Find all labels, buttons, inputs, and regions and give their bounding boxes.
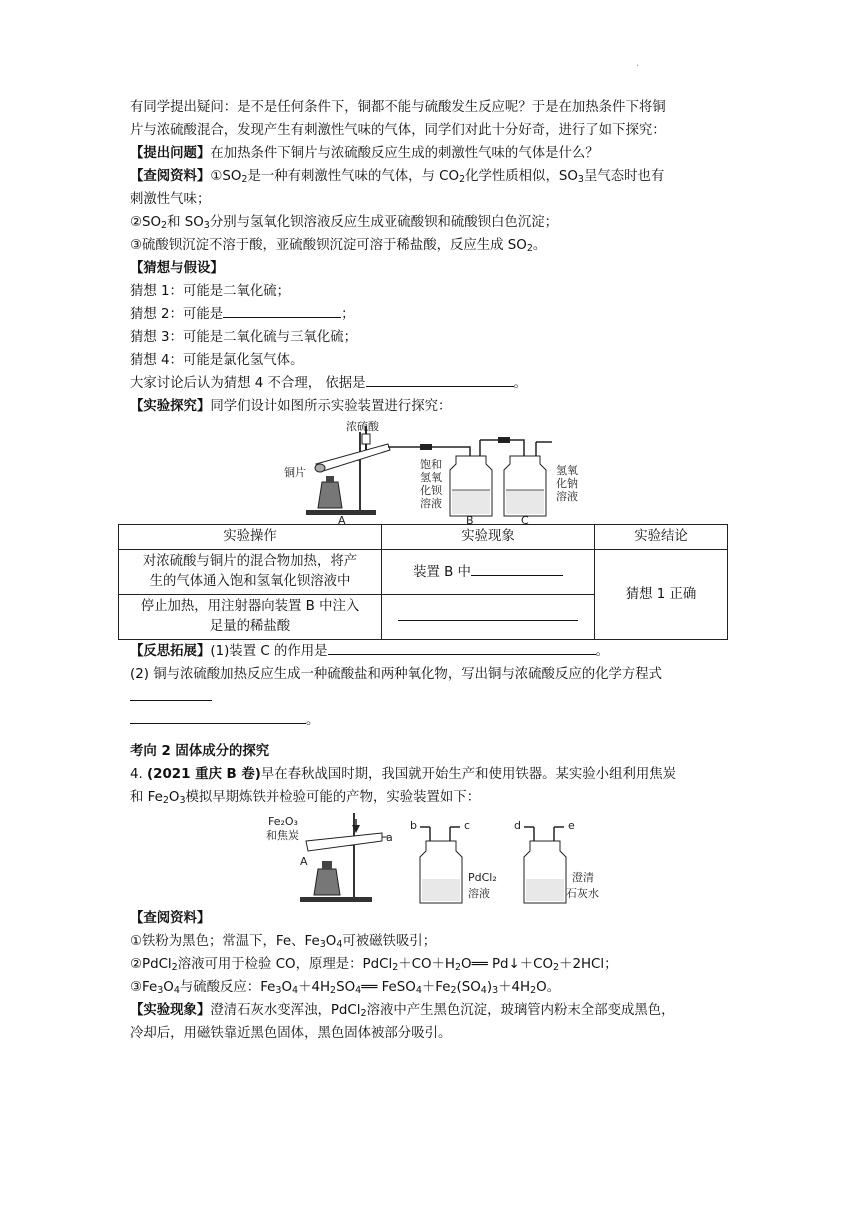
label-acid: 浓硫酸 [346,420,379,433]
reflection-line-3 [130,686,750,709]
subscript: 3 [203,220,210,231]
label-a-port: a [386,831,393,844]
subscript: 2 [530,985,537,996]
reference-line-3 [130,234,750,257]
answer-blank-phenomenon-1[interactable] [471,561,563,576]
r2-text: ＋CO＋H [398,957,455,972]
table-cell [119,595,382,640]
hypothesis-4: 猜想 4：可能是氯化氢气体。 [130,353,304,368]
question-line [130,142,750,165]
table-cell [382,595,595,640]
cell-text: 装置 B 中 [413,565,471,580]
table-row [119,550,728,595]
hypothesis-3: 猜想 3：可能是二氧化硫与三氧化硫； [130,330,358,345]
section-heading: 考向 2 固体成分的探究 [130,744,270,759]
r2-text: 与硫酸反应：Fe [179,980,276,995]
q4-text: 模拟早期炼铁并检验可能的产物，实验装置如下： [185,790,481,805]
subscript: 2 [454,962,462,973]
experiment-line [130,395,750,418]
phenomenon-text: 澄清石灰水变浑浊，PdCl [210,1003,361,1018]
table-cell [119,550,382,595]
reflection-line-4 [130,709,750,732]
label-a: A [300,855,308,868]
experiment-label: 【实验探究】 [130,399,211,414]
label-c-1: 氢氧 [556,464,578,477]
subscript: 4 [336,939,343,950]
q4-text: 和 Fe [130,790,163,805]
apparatus-diagram-1 [280,420,600,524]
r2-text: O [325,934,337,949]
ref2-text: ②SO [130,215,162,230]
r2-text: ③Fe [130,980,158,995]
r2-text: ①铁粉为黑色；常温下，Fe、Fe [130,934,320,949]
apparatus-diagram-2 [260,811,620,907]
label-b: B [466,514,474,524]
table-header: 实验操作 [119,525,382,550]
r2-text: O [163,980,174,995]
reference-line-2 [130,211,750,234]
reference-line-1b: 刺激性气味； [130,192,211,207]
reference-label: 【查阅资料】 [130,169,211,184]
phenomenon-line-1 [130,999,750,1022]
ref3-text: 。 [532,238,547,253]
ref1-text: ①SO [210,169,242,184]
subscript: 2 [526,243,533,254]
label-b-1: 饱和 [420,458,442,471]
table-header: 实验结论 [595,525,728,550]
label-b-3: 化钡 [420,484,442,497]
reference-2-label: 【查阅资料】 [130,911,211,926]
r2-text: (SO [456,980,481,995]
subscript: 2 [392,962,399,973]
cell-line: 停止加热，用注射器向装置 B 中注入 [140,599,360,614]
hypothesis-2 [130,303,750,326]
ref1-text: 呈气态时也有 [583,169,665,184]
label-a: A [338,514,346,524]
reflection-end: 。 [595,644,609,659]
r2-text: ══ FeSO [361,980,416,995]
subscript: 4 [173,985,180,996]
q4-number: 4. [130,767,148,782]
ref2-text: 和 SO [167,215,204,230]
ref3-text: ③硫酸钡沉淀不溶于酸，亚硫酸钡沉淀可溶于稀盐酸，反应生成 SO [130,238,527,253]
hyp2-text: 猜想 2：可能是 [130,307,224,322]
reference-2-line-3 [130,976,750,999]
subscript: 2 [162,795,169,806]
ref2-text: 分别与氢氧化钡溶液反应生成亚硫酸钡和硫酸钡白色沉淀； [209,215,558,230]
q4-text: O [168,790,180,805]
label-b-port: b [410,819,417,832]
answer-blank-device-c[interactable] [328,640,596,655]
subscript: 3 [179,795,186,806]
discussion-end: 。 [513,376,527,391]
experiment-table [118,524,728,640]
label-coke: 和焦炭 [266,829,299,842]
answer-blank-phenomenon-2[interactable] [398,606,578,621]
ref1-text: 化学性质相似，SO [465,169,578,184]
reference-2-line-1 [130,930,750,953]
subscript: 2 [171,962,178,973]
r2-text: ) [486,980,493,995]
subscript: 4 [292,985,299,996]
subscript: 2 [360,1008,367,1019]
subscript: 3 [492,985,499,996]
label-c-port: c [464,819,471,832]
subscript: 2 [330,985,337,996]
cell-line: 足量的稀盐酸 [209,619,291,634]
answer-blank-hypothesis-2[interactable] [223,303,341,318]
r2-text: ＋2HCl； [559,957,618,972]
subscript: 4 [480,985,487,996]
intro-line-1: 有同学提出疑问：是不是任何条件下，铜都不能与硫酸发生反应呢？于是在加热条件下将铜 [130,100,666,115]
label-solution: 溶液 [468,887,490,900]
phenomenon-text: 溶液中产生黑色沉淀，玻璃管内粉末全部变成黑色， [366,1003,675,1018]
r2-text: O══ Pd↓＋CO [461,957,554,972]
label-pdcl2: PdCl₂ [468,871,497,884]
reflection-line-2: (2) 铜与浓硫酸加热反应生成一种硫酸盐和两种氧化物，写出铜与浓硫酸反应的化学方程式 [130,667,663,682]
label-c-3: 溶液 [556,490,578,503]
reference-2-line-2 [130,953,750,976]
subscript: 4 [415,985,422,996]
discussion-text: 大家讨论后认为猜想 4 不合理， 依据是 [130,376,366,391]
intro-line-2: 片与浓硫酸混合，发现产生有刺激性气味的气体，同学们对此十分好奇，进行了如下探究： [130,123,666,138]
hyp2-end: ； [341,307,355,322]
r2-text: ②PdCl [130,957,172,972]
answer-blank-reason[interactable] [366,372,514,387]
q4-source: (2021 重庆 B 卷) [147,767,261,782]
page-dot: . [636,58,640,69]
reflection-label: 【反思拓展】 [130,644,211,659]
subscript: 4 [355,985,362,996]
label-b-4: 溶液 [420,497,442,510]
document-body [130,96,750,1045]
r2-text: ＋4H [298,980,331,995]
r2-text: ＋4H [498,980,531,995]
table-header-row [119,525,728,550]
r2-text: ＋Fe [421,980,451,995]
question-4-line-2 [130,786,750,809]
r2-text: O [281,980,293,995]
label-limewater-2: 石灰水 [566,887,599,900]
subscript: 2 [161,220,168,231]
label-copper: 铜片 [284,466,306,479]
question-4-line-1 [130,763,750,786]
table-header: 实验现象 [382,525,595,550]
reflection-end: 。 [306,713,320,728]
subscript: 3 [577,174,584,185]
discussion-line [130,372,750,395]
subscript: 2 [459,174,466,185]
subscript: 3 [319,939,326,950]
answer-blank-equation-1[interactable] [130,686,212,701]
subscript: 2 [553,962,560,973]
q4-text: 早在春秋战国时期，我国就开始生产和使用铁器。某实验小组利用焦炭 [260,767,677,782]
label-e-port: e [568,819,575,832]
table-cell [382,550,595,595]
r2-text: 可被磁铁吸引； [342,934,437,949]
r2-text: SO [336,980,356,995]
question-text: 在加热条件下铜片与浓硫酸反应生成的刺激性气味的气体是什么？ [210,146,599,161]
subscript: 2 [241,174,248,185]
table-cell-conclusion: 猜想 1 正确 [595,550,728,640]
reflection-line-1 [130,640,750,663]
r2-text: 溶液可用于检验 CO，原理是：PdCl [177,957,393,972]
subscript: 3 [275,985,282,996]
phenomenon-line-2: 冷却后，用磁铁靠近黑色固体，黑色固体被部分吸引。 [130,1026,452,1041]
subscript: 2 [450,985,457,996]
cell-line: 对浓硫酸与铜片的混合物加热，将产 [142,554,358,569]
label-limewater-1: 澄清 [572,871,594,884]
label-b-2: 氢氧 [420,471,442,484]
hypothesis-label: 【猜想与假设】 [130,261,224,276]
r2-text: O。 [536,980,561,995]
experiment-text: 同学们设计如图所示实验装置进行探究： [210,399,452,414]
cell-line: 生的气体通入饱和氢氧化钡溶液中 [149,574,351,589]
label-d-port: d [514,819,521,832]
label-c: C [521,514,529,524]
ref1-text: 是一种有刺激性气味的气体，与 CO [247,169,460,184]
reflection-text: (1)装置 C 的作用是 [210,644,328,659]
reference-line-1 [130,165,750,188]
question-label: 【提出问题】 [130,146,211,161]
label-fe2o3: Fe₂O₃ [268,815,298,828]
hypothesis-1: 猜想 1：可能是二氧化硫； [130,284,291,299]
subscript: 3 [157,985,164,996]
phenomenon-label: 【实验现象】 [130,1003,211,1018]
answer-blank-equation-2[interactable] [130,709,306,724]
label-c-2: 化钠 [556,477,578,490]
